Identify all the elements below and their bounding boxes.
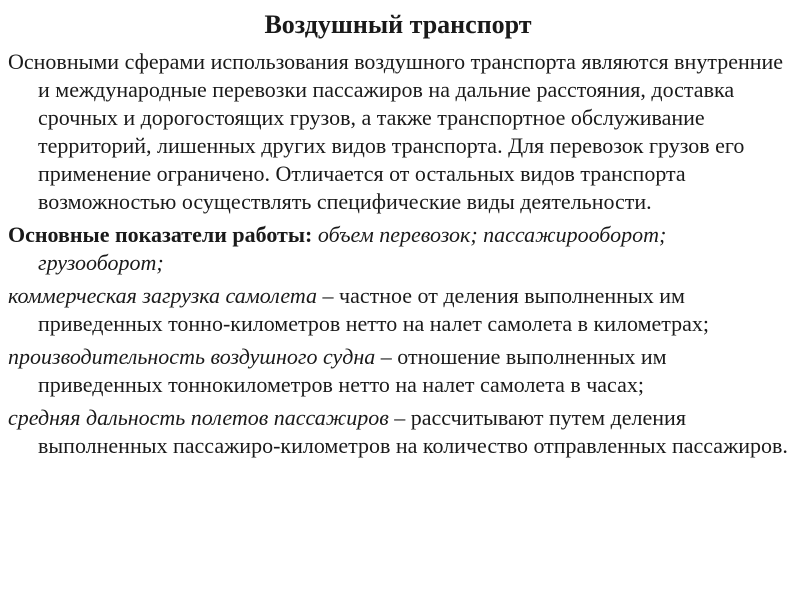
definition-term: производительность воздушного судна [8, 344, 376, 369]
definition-average-distance [8, 404, 788, 460]
definition-text: – рассчитывают путем деления выполненных пассажиро-километров на количество отправленных пассажиров. [38, 405, 788, 458]
definition-commercial-load [8, 282, 788, 338]
definition-text: – отношение выполненных им приведенных тоннокилометров нетто на налет самолета в часах; [38, 344, 667, 397]
intro-paragraph: Основными сферами использования воздушного транспорта являются внутренние и международные перевозки пассажиров на дальние расстояния, доставка срочных и дорогостоящих грузов, а также транспортное обслуживание территорий, лишенных других видов транспорта. Для перевозок грузов его применение ограничено. Отличается от остальных видов транспорта возможностью осуществлять специфические виды деятельности. [8, 49, 784, 214]
definition-text: – частное от деления выполненных им приведенных тонно-километров нетто на налет самолета в километрах; [38, 283, 710, 336]
definition-term: средняя дальность полетов пассажиров [8, 405, 389, 430]
definition-term: коммерческая загрузка самолета [8, 283, 318, 308]
slide-title: Воздушный транспорт [264, 10, 532, 39]
indicators-label: Основные показатели работы: [8, 222, 313, 247]
definition-aircraft-productivity [8, 343, 788, 399]
indicators-paragraph [8, 221, 788, 277]
indicators-list: объем перевозок; пассажирооборот; грузооборот; [38, 222, 667, 275]
